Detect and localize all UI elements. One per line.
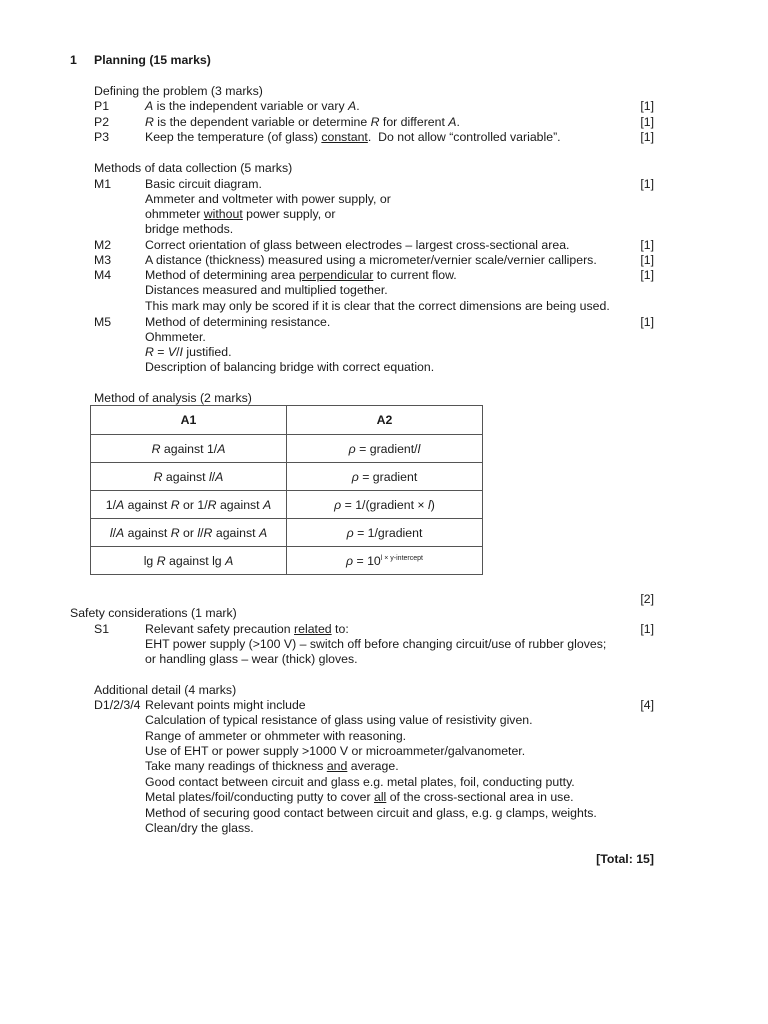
text-d-line9: Clean/dry the glass. bbox=[145, 821, 254, 835]
mark-m4: [1] bbox=[640, 268, 654, 282]
text-d-line2: Calculation of typical resistance of glass using value of resistivity given. bbox=[145, 713, 533, 727]
table-row bbox=[91, 435, 483, 463]
mark-m3: [1] bbox=[640, 253, 654, 267]
table-row bbox=[91, 463, 483, 491]
text-p1: A is the independent variable or vary A. bbox=[145, 99, 360, 113]
mark-p1: [1] bbox=[640, 99, 654, 113]
total-marks: [Total: 15] bbox=[596, 852, 654, 866]
table-header-row bbox=[91, 406, 483, 435]
text-m1-line1: Basic circuit diagram. bbox=[145, 177, 262, 191]
code-s1: S1 bbox=[94, 622, 110, 636]
table-cell: lg R against lg A bbox=[91, 547, 287, 575]
analysis-table bbox=[90, 405, 483, 575]
code-m1: M1 bbox=[94, 177, 112, 191]
table-cell: ρ = gradient/l bbox=[287, 435, 483, 463]
text-m4-line1: Method of determining area perpendicular to current flow. bbox=[145, 268, 457, 282]
text-m3: A distance (thickness) measured using a micrometer/vernier scale/vernier callipers. bbox=[145, 253, 597, 267]
question-number: 1 bbox=[70, 53, 77, 67]
code-m2: M2 bbox=[94, 238, 112, 252]
text-m5-line1: Method of determining resistance. bbox=[145, 315, 331, 329]
mark-p2: [1] bbox=[640, 115, 654, 129]
section-heading-analysis: Method of analysis (2 marks) bbox=[94, 391, 252, 405]
text-m2: Correct orientation of glass between electrodes – largest cross-sectional area. bbox=[145, 238, 570, 252]
text-s1-line2: EHT power supply (>100 V) – switch off before changing circuit/use of rubber gloves; bbox=[145, 637, 607, 651]
mark-s1: [1] bbox=[640, 622, 654, 636]
text-m4-line3: This mark may only be scored if it is clear that the correct dimensions are being used. bbox=[145, 299, 610, 313]
table-cell: ρ = gradient bbox=[287, 463, 483, 491]
section-heading-defining: Defining the problem (3 marks) bbox=[94, 84, 263, 98]
table-header-a2: A2 bbox=[287, 406, 483, 435]
text-m5-line4: Description of balancing bridge with correct equation. bbox=[145, 360, 435, 374]
text-d-line6: Good contact between circuit and glass e.g. metal plates, foil, conducting putty. bbox=[145, 775, 575, 789]
table-cell: $\rho = 10^{l \times y-intercept}$ bbox=[287, 547, 483, 575]
table-row bbox=[91, 519, 483, 547]
question-title: Planning (15 marks) bbox=[94, 53, 211, 67]
table-row bbox=[91, 491, 483, 519]
table-cell: R against 1/A bbox=[91, 435, 287, 463]
text-d-line1: Relevant points might include bbox=[145, 698, 306, 712]
text-m5-line3: R = V/I justified. bbox=[145, 345, 232, 359]
section-heading-methods: Methods of data collection (5 marks) bbox=[94, 161, 293, 175]
exponent-text: l × y-intercept bbox=[380, 554, 423, 562]
code-m5: M5 bbox=[94, 315, 112, 329]
text-m1-line4: bridge methods. bbox=[145, 222, 234, 236]
mark-m5: [1] bbox=[640, 315, 654, 329]
text-d-line7: Metal plates/foil/conducting putty to cover all of the cross-sectional area in use. bbox=[145, 790, 574, 804]
code-p2: P2 bbox=[94, 115, 110, 129]
code-m3: M3 bbox=[94, 253, 112, 267]
table-header-a1: A1 bbox=[91, 406, 287, 435]
mark-p3: [1] bbox=[640, 130, 654, 144]
text-d-line5: Take many readings of thickness and average. bbox=[145, 759, 399, 773]
text-s1-line1: Relevant safety precaution related to: bbox=[145, 622, 349, 636]
mark-m2: [1] bbox=[640, 238, 654, 252]
code-d1234: D1/2/3/4 bbox=[94, 698, 141, 712]
code-p1: P1 bbox=[94, 99, 110, 113]
text-d-line3: Range of ammeter or ohmmeter with reasoning. bbox=[145, 729, 407, 743]
mark-d1234: [4] bbox=[640, 698, 654, 712]
text-d-line8: Method of securing good contact between circuit and glass, e.g. g clamps, weights. bbox=[145, 806, 597, 820]
text-p3: Keep the temperature (of glass) constant. Do not allow “controlled variable”. bbox=[145, 130, 561, 144]
text-m1-line2: Ammeter and voltmeter with power supply, or bbox=[145, 192, 391, 206]
table-cell: ρ = 1/(gradient × l) bbox=[287, 491, 483, 519]
table-cell: l/A against R or l/R against A bbox=[91, 519, 287, 547]
text-m4-line2: Distances measured and multiplied together. bbox=[145, 283, 388, 297]
table-row bbox=[91, 547, 483, 575]
section-heading-safety: Safety considerations (1 mark) bbox=[70, 606, 237, 620]
text-p2: R is the dependent variable or determine R for different A. bbox=[145, 115, 460, 129]
text-d-line4: Use of EHT or power supply >1000 V or microammeter/galvanometer. bbox=[145, 744, 526, 758]
text-s1-line3: or handling glass – wear (thick) gloves. bbox=[145, 652, 358, 666]
table-cell: R against l/A bbox=[91, 463, 287, 491]
section-heading-additional: Additional detail (4 marks) bbox=[94, 683, 237, 697]
table-cell: 1/A against R or 1/R against A bbox=[91, 491, 287, 519]
code-m4: M4 bbox=[94, 268, 112, 282]
text-m1-line3: ohmmeter without power supply, or bbox=[145, 207, 336, 221]
table-cell: ρ = 1/gradient bbox=[287, 519, 483, 547]
code-p3: P3 bbox=[94, 130, 110, 144]
text-m5-line2: Ohmmeter. bbox=[145, 330, 206, 344]
mark-m1: [1] bbox=[640, 177, 654, 191]
mark-analysis: [2] bbox=[640, 592, 654, 606]
